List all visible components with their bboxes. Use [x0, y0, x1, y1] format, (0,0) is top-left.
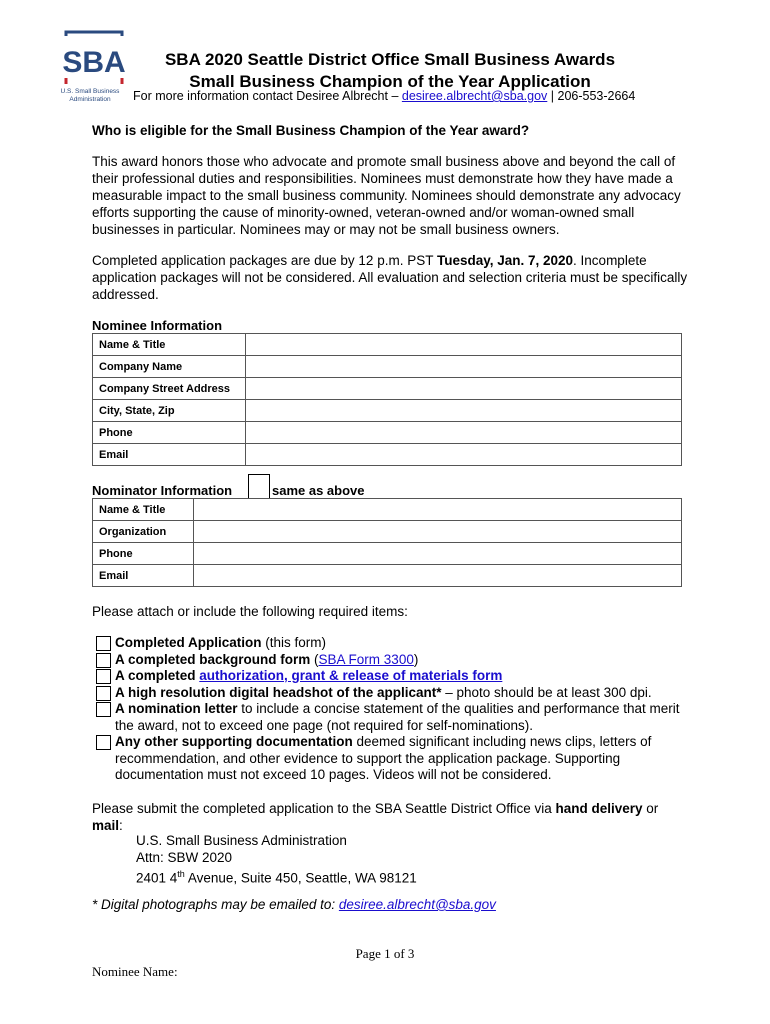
list-item: Completed Application (this form) — [96, 635, 696, 652]
logo-wordmark: SBA — [62, 46, 126, 79]
item-checkbox[interactable] — [96, 686, 111, 701]
digital-photo-note: * Digital photographs may be emailed to: desiree.albrecht@sba.gov — [92, 897, 496, 912]
organization-input[interactable] — [194, 521, 682, 543]
field-label: Company Name — [93, 356, 246, 378]
same-as-above-label: same as above — [272, 483, 365, 498]
same-as-above-checkbox[interactable] — [248, 474, 270, 498]
table-row — [93, 543, 682, 565]
field-label: Phone — [93, 422, 246, 444]
nominator-heading: Nominator Information — [92, 483, 233, 498]
company-name-input[interactable] — [246, 356, 682, 378]
photo-email-link[interactable]: desiree.albrecht@sba.gov — [338, 897, 496, 912]
street-address-input[interactable] — [246, 378, 682, 400]
attach-intro: Please attach or include the following required items: — [92, 604, 408, 619]
nominator-name-input[interactable] — [194, 499, 682, 521]
field-label: Name & Title — [93, 334, 246, 356]
item-checkbox[interactable] — [96, 636, 111, 651]
table-row — [93, 499, 682, 521]
field-label: Email — [93, 444, 246, 466]
field-label: City, State, Zip — [93, 400, 246, 422]
due-date-paragraph: Completed application packages are due by 12 p.m. PST Tuesday, Jan. 7, 2020. Incomplete application packages will not be considered. All evaluation and selection criteria must be specifically addressed. — [92, 253, 688, 302]
contact-line: For more information contact Desiree Albrecht – desiree.albrecht@sba.gov | 206-553-2664 — [133, 89, 636, 103]
city-state-zip-input[interactable] — [246, 400, 682, 422]
nominee-table — [92, 333, 682, 466]
nominee-name-label: Nominee Name: — [92, 964, 178, 979]
list-item: A high resolution digital headshot of the applicant* – photo should be at least 300 dpi. — [96, 685, 696, 702]
list-item: Any other supporting documentation deemed significant including news clips, letters of recommendation, and other evidence to support the application package. Supporting documentation must not exceed 10 pages. Videos will not be considered. — [96, 734, 696, 784]
field-label: Organization — [93, 521, 194, 543]
table-row — [93, 356, 682, 378]
page-number: Page 1 of 3 — [355, 946, 415, 961]
eligibility-paragraph: This award honors those who advocate and promote small business above and beyond the call of their professional duties and responsibilities. Nominees must demonstrate how they have made a measurable impact to the small business community. Nominees should demonstrate any advocacy efforts supporting the cause of minority-owned, veteran-owned and/or woman-owned small businesses in particular. Nominees may or may not be small business owners. — [92, 154, 681, 237]
list-item: A completed authorization, grant & release of materials form — [96, 668, 696, 685]
item-checkbox[interactable] — [96, 653, 111, 668]
table-row — [93, 444, 682, 466]
mailing-address: U.S. Small Business Administration Attn: SBW 2020 2401 4th Avenue, Suite 450, Seattle, WA 98121 — [136, 833, 417, 886]
field-label: Phone — [93, 543, 194, 565]
item-checkbox[interactable] — [96, 702, 111, 717]
nominator-table — [92, 498, 682, 587]
nominee-heading: Nominee Information — [92, 318, 223, 333]
email-input[interactable] — [246, 444, 682, 466]
field-label: Email — [93, 565, 194, 587]
list-item: A completed background form (SBA Form 3300) — [96, 652, 696, 669]
table-row — [93, 334, 682, 356]
table-row — [93, 521, 682, 543]
contact-email-link[interactable]: desiree.albrecht@sba.gov — [401, 89, 548, 103]
requirements-list — [96, 635, 696, 784]
eligibility-question: Who is eligible for the Small Business Champion of the Year award? — [92, 123, 530, 138]
phone-input[interactable] — [246, 422, 682, 444]
nominator-phone-input[interactable] — [194, 543, 682, 565]
item-checkbox[interactable] — [96, 669, 111, 684]
table-row — [93, 378, 682, 400]
logo-subtitle: U.S. Small Business Administration — [60, 88, 120, 103]
table-row — [93, 400, 682, 422]
table-row — [93, 422, 682, 444]
table-row — [93, 565, 682, 587]
name-title-input[interactable] — [246, 334, 682, 356]
submission-paragraph: Please submit the completed application to the SBA Seattle District Office via hand delivery or mail: — [92, 801, 659, 833]
sba-form-3300-link[interactable]: SBA Form 3300 — [318, 651, 414, 667]
item-checkbox[interactable] — [96, 735, 111, 750]
nominator-email-input[interactable] — [194, 565, 682, 587]
authorization-form-link[interactable]: authorization, grant & release of materials form — [199, 668, 503, 683]
field-label: Name & Title — [93, 499, 194, 521]
list-item: A nomination letter to include a concise statement of the qualities and performance that merit the award, not to exceed one page (not required for self-nominations). — [96, 701, 696, 734]
page-title: SBA 2020 Seattle District Office Small Business Awards Small Business Champion of the Year Application — [164, 50, 616, 91]
field-label: Company Street Address — [93, 378, 246, 400]
